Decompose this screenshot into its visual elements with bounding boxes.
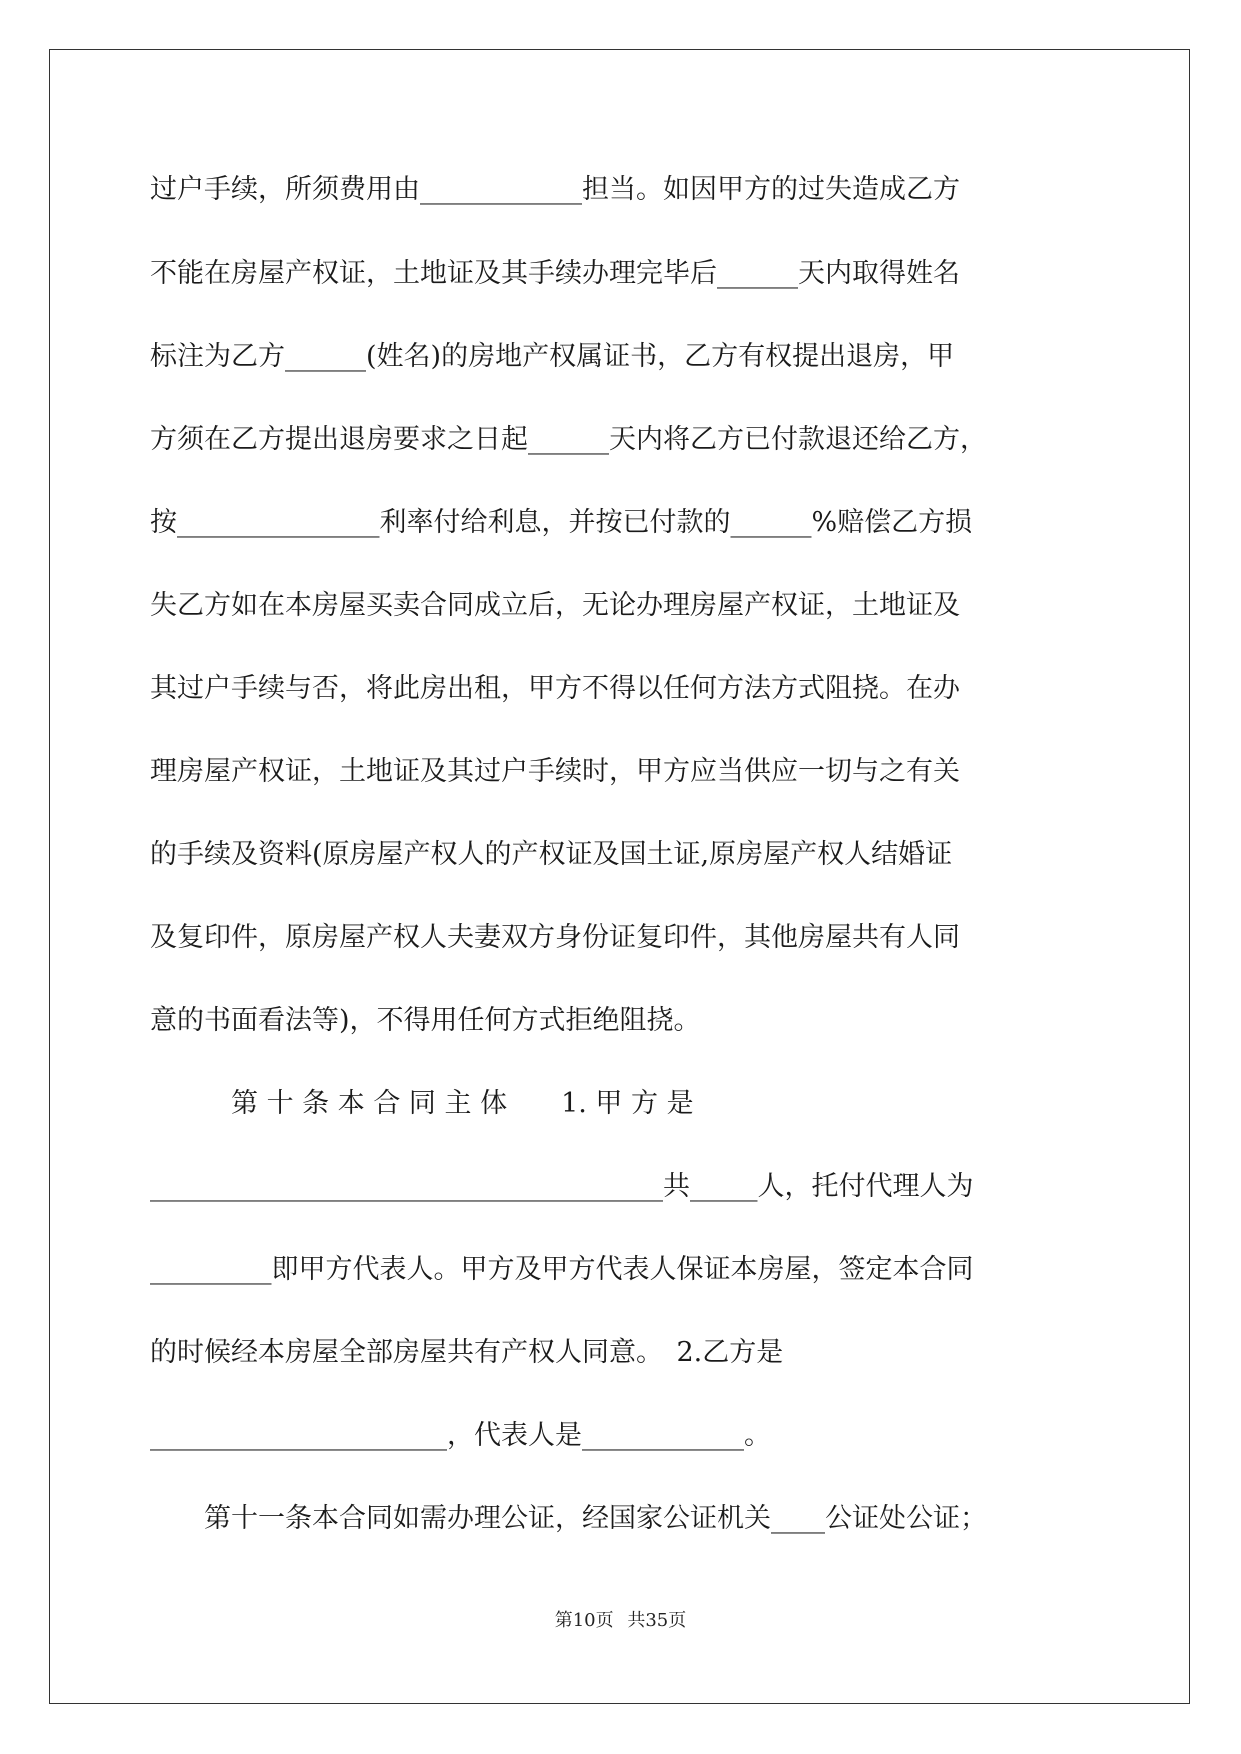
body-line: 失乙方如在本房屋买卖合同成立后，无论办理房屋产权证，土地证及	[150, 590, 960, 621]
body-line: 方须在乙方提出退房要求之日起______天内将乙方已付款退还给乙方，	[150, 424, 987, 455]
body-line: 理房屋产权证，土地证及其过户手续时，甲方应当供应一切与之有关	[150, 756, 960, 787]
body-line: 及复印件，原房屋产权人夫妻双方身份证复印件，其他房屋共有人同	[150, 922, 960, 953]
body-line: ______________________________________共_____人，托付代理人为	[150, 1171, 974, 1202]
page-footer	[0, 1606, 1241, 1632]
body-line: 的时候经本房屋全部房屋共有产权人同意。 2.乙方是	[150, 1337, 784, 1368]
body-line: ______________________，代表人是____________。	[150, 1420, 771, 1451]
body-line: 按_______________利率付给利息，并按已付款的______%赔偿乙方损	[150, 507, 973, 538]
section-heading-line: 第 十 条 本 合 同 主 体 1. 甲 方 是	[150, 1088, 694, 1119]
body-line: 不能在房屋产权证，土地证及其手续办理完毕后______天内取得姓名	[150, 258, 960, 289]
body-line: 过户手续，所须费用由____________担当。如因甲方的过失造成乙方	[150, 174, 960, 205]
page-number: 第10页	[554, 1610, 614, 1631]
body-line: _________即甲方代表人。甲方及甲方代表人保证本房屋，签定本合同	[150, 1254, 974, 1285]
page-total: 共35页	[627, 1610, 687, 1631]
body-line: 标注为乙方______(姓名)的房地产权属证书，乙方有权提出退房，甲	[150, 341, 955, 372]
section-heading-line: 第十一条本合同如需办理公证，经国家公证机关____公证处公证；	[150, 1503, 987, 1534]
body-line: 意的书面看法等)，不得用任何方式拒绝阻挠。	[150, 1005, 701, 1036]
body-line: 的手续及资料(原房屋产权人的产权证及国土证,原房屋产权人结婚证	[150, 839, 953, 870]
body-line: 其过户手续与否，将此房出租，甲方不得以任何方法方式阻挠。在办	[150, 673, 960, 704]
